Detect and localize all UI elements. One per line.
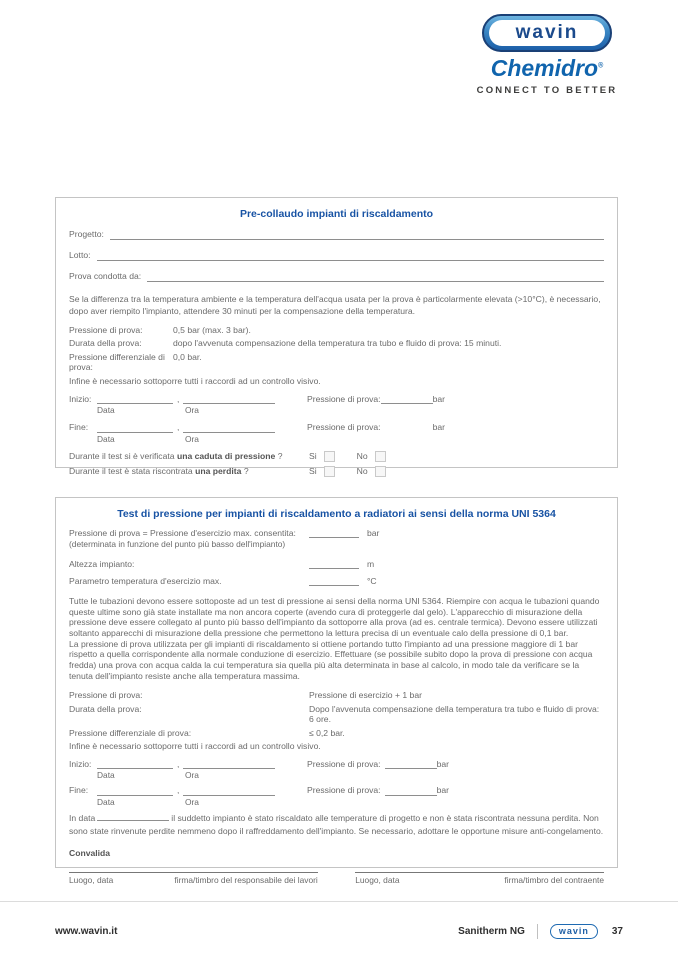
comma: , [177, 393, 180, 404]
progetto-fill-line [110, 230, 604, 240]
bar-unit: bar [436, 758, 449, 769]
footer-divider-line [0, 901, 678, 902]
spec-row [69, 704, 604, 725]
firma-responsabile-label: firma/timbro del responsabile dei lavori [174, 875, 318, 886]
no-label: No [356, 466, 368, 477]
box2-title: Test di pressione per impianti di riscaldamento a radiatori ai sensi della norma UNI 5364 [117, 508, 556, 520]
question-text: Durante il test è stata riscontrata [69, 466, 196, 477]
pressione-value-blank [381, 425, 433, 433]
checkbox-no [375, 466, 386, 477]
checkbox-no [375, 451, 386, 462]
bar-unit: bar [436, 785, 449, 796]
fine-row [69, 423, 604, 433]
spec-label: Durata della prova: [69, 338, 142, 349]
pressione-prova-label: Pressione di prova: [307, 785, 381, 796]
precollaudo-box [55, 197, 618, 477]
fine-sublabels [69, 797, 604, 808]
checkbox-si [324, 466, 335, 477]
chemidro-logo-text: Chemidro [490, 55, 599, 81]
spec-label: Durata della prova: [69, 703, 142, 714]
param-fill-line [309, 528, 359, 538]
bar-unit: bar [432, 393, 445, 404]
signature-section [69, 872, 604, 886]
inizio-row [69, 759, 604, 769]
box1-intro-paragraph: Se la differenza tra la temperatura ambiente e la temperatura dell'acqua usata per la prova è particolarmente elevata (>10°C), è necessario, dopo aver riempito l'impianto, attendere 30 minuti per la compensazione della temperatura. [69, 294, 601, 317]
test-pressione-box [55, 497, 618, 886]
in-data-statement [69, 812, 604, 837]
inizio-label: Inizio: [69, 758, 92, 769]
spec-value: 0,5 bar (max. 3 bar). [173, 325, 251, 336]
comma: , [177, 758, 180, 769]
question-suffix: ? [241, 466, 249, 477]
wavin-logo-text: wavin [489, 20, 605, 46]
param-label: Pressione di prova = Pressione d'esercizio max. consentita: [69, 528, 296, 539]
field-progetto [69, 230, 604, 240]
box1-title: Pre-collaudo impianti di riscaldamento [239, 208, 434, 220]
spec-value: Dopo l'avvenuta compensazione della temperatura tra tubo e fluido di prova: 6 ore. [309, 703, 600, 725]
page-number: 37 [611, 926, 623, 937]
spec-label: Pressione di prova: [69, 690, 143, 701]
field-lotto [69, 251, 604, 261]
param-sublabel: (determinata in funzione del punto più basso dell'impianto) [69, 538, 286, 549]
inizio-sublabels [69, 405, 604, 416]
in-data-fill-line [97, 812, 169, 821]
pressione-prova-label: Pressione di prova: [307, 422, 381, 433]
wavin-logo [482, 14, 612, 52]
convalida-label: Convalida [69, 848, 111, 859]
prova-condotta-label: Prova condotta da: [69, 271, 142, 282]
question-pressure-drop [69, 451, 604, 462]
brand-tagline: CONNECT TO BETTER [476, 85, 618, 96]
product-name: Sanitherm NG [458, 926, 525, 937]
fine-sublabels [69, 434, 604, 445]
chemidro-logo [452, 55, 642, 82]
prova-condotta-fill-line [147, 272, 604, 282]
pressione-value-line [385, 787, 437, 796]
footer-vertical-divider [537, 924, 538, 939]
pressione-prova-label: Pressione di prova: [307, 758, 381, 769]
fine-ora-line [183, 787, 275, 796]
fine-ora-line [183, 424, 275, 433]
visual-check-note: Infine è necessario sottoporre tutti i raccordi ad un controllo visivo. [69, 375, 321, 386]
ora-sublabel: Ora [185, 770, 199, 781]
data-sublabel: Data [97, 433, 115, 444]
comma: , [177, 422, 180, 433]
checkbox-si [324, 451, 335, 462]
inizio-ora-line [183, 395, 275, 404]
pressione-prova-label: Pressione di prova: [307, 393, 381, 404]
luogo-data-label: Luogo, data [69, 875, 114, 886]
fine-data-line [97, 424, 173, 433]
param-unit: bar [367, 528, 380, 539]
param-fill-line [309, 559, 359, 569]
question-bold: una perdita [195, 466, 242, 477]
field-prova-condotta-da [69, 272, 604, 282]
inizio-data-line [97, 395, 173, 404]
lotto-label: Lotto: [69, 250, 91, 261]
in-data-text: il suddetto impianto è stato riscaldato alle temperature di progetto e non è stata riscontrata nessuna perdita. Non sono state rinvenute perdite nemmeno dopo il raffreddamento dell'impianto. Se necessario, adottare le opportune misure anti-congelamento. [69, 813, 604, 836]
param-label: Altezza impianto: [69, 558, 135, 569]
wavin-footer-logo: wavin [550, 924, 598, 939]
pressione-value-line [381, 395, 433, 404]
ora-sublabel: Ora [185, 405, 199, 416]
firma-contraente-label: firma/timbro del contraente [504, 875, 604, 886]
question-text: Durante il test si è verificata [69, 451, 177, 462]
fine-data-line [97, 787, 173, 796]
data-sublabel: Data [97, 405, 115, 416]
spec-label: Pressione differenziale di prova: [69, 727, 192, 738]
inizio-row [69, 394, 604, 404]
param-label: Parametro temperatura d'esercizio max. [69, 576, 222, 587]
si-label: Si [309, 451, 317, 462]
param-fill-line [309, 576, 359, 586]
signature-right [355, 872, 604, 886]
question-leak [69, 466, 604, 477]
inizio-data-line [97, 760, 173, 769]
inizio-ora-line [183, 760, 275, 769]
param-temperatura [69, 576, 604, 587]
lotto-fill-line [97, 251, 604, 261]
box2-paragraph2: La pressione di prova utilizzata per gli impianti di riscaldamento si ottiene portando tutto l'impianto ad una pressione maggiore di 1 bar rispetto a quella corrispondente alla normale conduzione di esercizio. Effettuare (se possibile subito dopo la prova di pressione con acqua fredda) una prova con acqua calda la cui temperatura sia quella più alta determinata in base al calcolo, in modo tale da verificare se la tenuta dell'impianto resiste anche alla temperatura massima. [69, 638, 593, 681]
in-data-prefix: In data [69, 813, 96, 824]
no-label: No [356, 451, 368, 462]
question-suffix: ? [275, 451, 283, 462]
fine-row [69, 786, 604, 796]
spec-value: ≤ 0,2 bar. [309, 727, 345, 738]
visual-check-note: Infine è necessario sottoporre tutti i raccordi ad un controllo visivo. [69, 740, 321, 751]
inizio-sublabels [69, 770, 604, 781]
spec-value: Pressione di esercizio + 1 bar [309, 690, 422, 701]
signature-left [69, 872, 318, 886]
website-link: www.wavin.it [55, 926, 118, 937]
fine-label: Fine: [69, 785, 89, 796]
spec-label: Pressione di prova: [69, 325, 143, 336]
fine-label: Fine: [69, 422, 89, 433]
data-sublabel: Data [97, 796, 115, 807]
bar-unit: bar [432, 422, 445, 433]
registered-mark: ® [598, 62, 604, 70]
brand-block [452, 14, 642, 96]
param-unit: °C [367, 576, 377, 587]
param-altezza [69, 559, 604, 570]
param-pressione-max [69, 528, 604, 549]
param-unit: m [367, 558, 375, 569]
progetto-label: Progetto: [69, 229, 104, 240]
footer [55, 924, 623, 939]
pressione-value-line [385, 760, 437, 769]
spec-label: Pressione differenziale di prova: [69, 351, 165, 373]
luogo-data-label: Luogo, data [355, 875, 400, 886]
spec-row [69, 338, 604, 349]
question-bold: una caduta di pressione [176, 451, 276, 462]
spec-value: dopo l'avvenuta compensazione della temperatura tra tubo e fluido di prova: 15 minuti. [173, 338, 502, 349]
spec-row [69, 690, 604, 701]
si-label: Si [309, 466, 317, 477]
spec-row [69, 325, 604, 336]
comma: , [177, 785, 180, 796]
box2-paragraph1: Tutte le tubazioni devono essere sottoposte ad un test di pressione ai sensi della norma UNI 5364. Riempire con acqua le tubazioni quando queste ultime sono già state installate ma non ancora coperte (avendo cura di proteggerle dal gelo). L'apparecchio di misurazione della pressione deve essere collegato al punto più basso dell'impianto da sottoporre alla prova (ad es. centrale termica). Devono essere utilizzati soltanto apparecchi di misurazione della pressione che permettono la lettura precisa di un eventuale calo della pressione di 0,1 bar. [69, 596, 600, 639]
ora-sublabel: Ora [185, 796, 199, 807]
ora-sublabel: Ora [185, 433, 199, 444]
data-sublabel: Data [97, 770, 115, 781]
spec-row [69, 728, 604, 739]
spec-value: 0,0 bar. [173, 351, 202, 362]
spec-row [69, 352, 604, 373]
inizio-label: Inizio: [69, 393, 92, 404]
